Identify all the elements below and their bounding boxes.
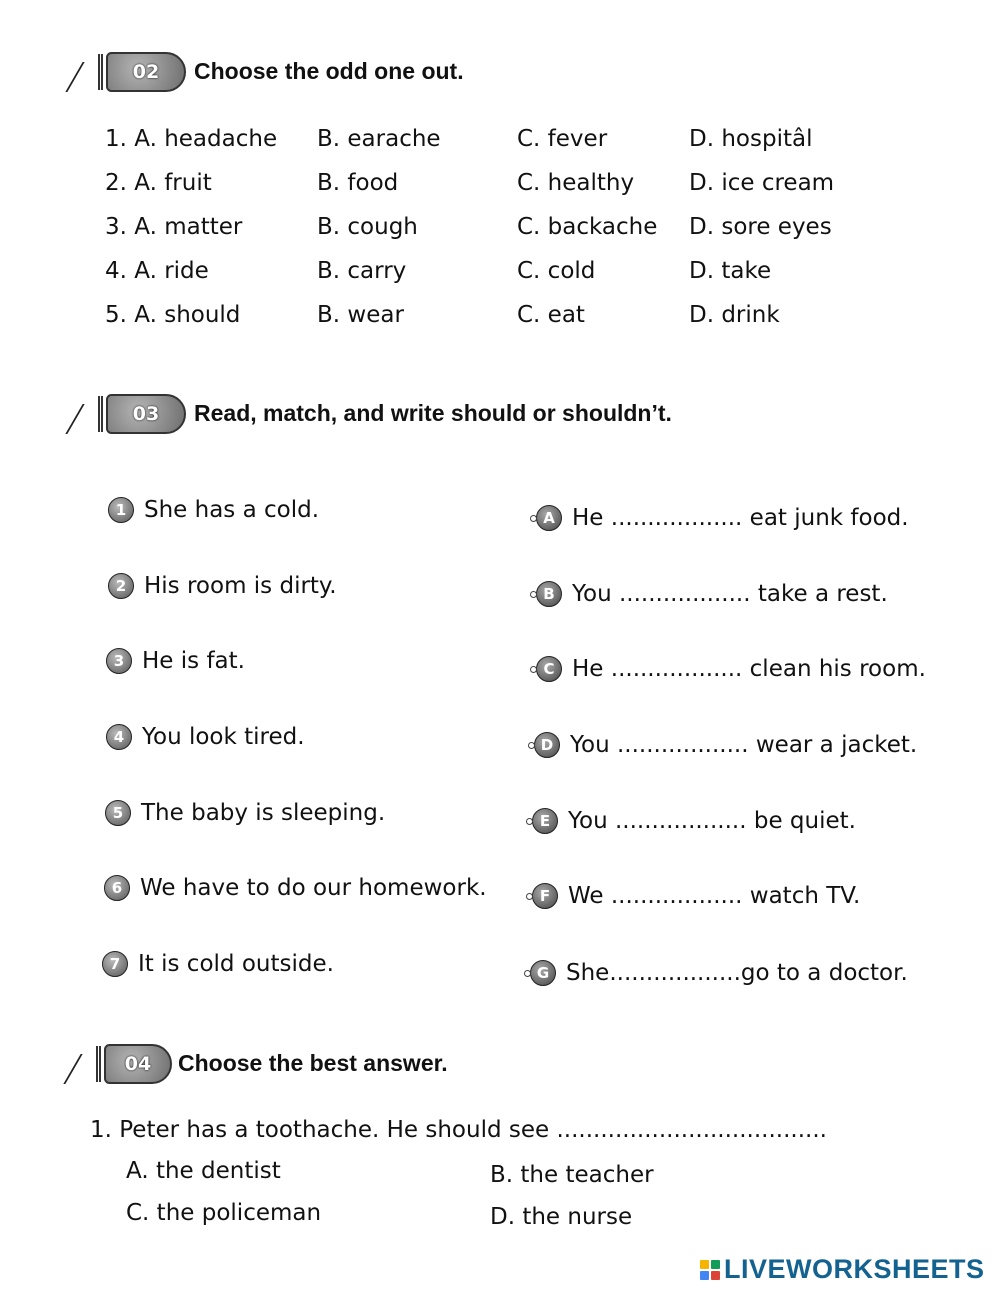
number-badge: 3 bbox=[106, 648, 132, 674]
odd-option: C. fever bbox=[517, 126, 608, 152]
odd-option: B. carry bbox=[317, 258, 407, 284]
section-4-badge bbox=[72, 1040, 168, 1086]
odd-option: 1. A. headache bbox=[105, 126, 278, 152]
odd-row-1 bbox=[100, 126, 860, 166]
number-badge: 4 bbox=[106, 724, 132, 750]
match-right-c bbox=[536, 656, 926, 682]
odd-row-5 bbox=[100, 302, 860, 342]
question-1: 1. Peter has a toothache. He should see ..................................... bbox=[90, 1117, 827, 1143]
match-right-a bbox=[536, 505, 909, 531]
odd-option: C. cold bbox=[517, 258, 596, 284]
match-right-d bbox=[534, 732, 917, 758]
odd-option: D. drink bbox=[689, 302, 780, 328]
section-4-title: Choose the best answer. bbox=[178, 1049, 448, 1076]
odd-option: D. hospitâl bbox=[689, 126, 813, 152]
section-3-header bbox=[74, 390, 672, 436]
answer-option-b: B. the teacher bbox=[490, 1162, 654, 1188]
section-3-number: 03 bbox=[106, 394, 186, 434]
sentence: The baby is sleeping. bbox=[141, 800, 386, 826]
odd-option: C. eat bbox=[517, 302, 585, 328]
odd-option: B. cough bbox=[317, 214, 418, 240]
number-badge: 6 bbox=[104, 875, 130, 901]
odd-row-2 bbox=[100, 170, 860, 210]
number-badge: 1 bbox=[108, 497, 134, 523]
fill-in-sentence: We .................. watch TV. bbox=[568, 883, 861, 909]
odd-option: D. ice cream bbox=[689, 170, 835, 196]
odd-row-3 bbox=[100, 214, 860, 254]
odd-option: C. healthy bbox=[517, 170, 635, 196]
odd-option: D. sore eyes bbox=[689, 214, 832, 240]
number-badge: 7 bbox=[102, 951, 128, 977]
fill-in-sentence: You .................. wear a jacket. bbox=[570, 732, 918, 758]
fill-in-sentence: He .................. clean his room. bbox=[572, 656, 926, 682]
match-left-2 bbox=[108, 573, 337, 599]
answer-option-d: D. the nurse bbox=[490, 1204, 633, 1230]
odd-row-4 bbox=[100, 258, 860, 298]
section-2-header bbox=[74, 48, 464, 94]
match-left-4 bbox=[106, 724, 305, 750]
fill-in-sentence: He .................. eat junk food. bbox=[572, 505, 909, 531]
number-badge: 2 bbox=[108, 573, 134, 599]
match-left-5 bbox=[105, 800, 385, 826]
sentence: He is fat. bbox=[142, 648, 245, 674]
letter-badge: B bbox=[536, 581, 562, 607]
section-4-number: 04 bbox=[104, 1044, 172, 1084]
match-left-3 bbox=[106, 648, 245, 674]
odd-option: 4. A. ride bbox=[105, 258, 209, 284]
letter-badge: A bbox=[536, 505, 562, 531]
match-left-1 bbox=[108, 497, 319, 523]
sentence: You look tired. bbox=[142, 724, 305, 750]
letter-badge: C bbox=[536, 656, 562, 682]
section-3-title: Read, match, and write should or shouldn’t. bbox=[194, 399, 672, 426]
answer-option-c: C. the policeman bbox=[126, 1200, 322, 1226]
section-2-title: Choose the odd one out. bbox=[194, 57, 464, 84]
odd-option: D. take bbox=[689, 258, 772, 284]
logo-mark-icon bbox=[700, 1260, 720, 1280]
odd-option: B. earache bbox=[317, 126, 441, 152]
section-4-header bbox=[72, 1040, 448, 1086]
liveworksheets-logo bbox=[700, 1254, 985, 1285]
letter-badge: D bbox=[534, 732, 560, 758]
letter-badge: E bbox=[532, 808, 558, 834]
match-right-b bbox=[536, 581, 888, 607]
match-right-e bbox=[532, 808, 856, 834]
logo-text: LIVEWORKSHEETS bbox=[724, 1254, 985, 1284]
odd-option: B. food bbox=[317, 170, 399, 196]
fill-in-sentence: You .................. take a rest. bbox=[572, 581, 888, 607]
letter-badge: G bbox=[530, 960, 556, 986]
odd-option: 2. A. fruit bbox=[105, 170, 212, 196]
sentence: His room is dirty. bbox=[144, 573, 337, 599]
match-left-6 bbox=[104, 875, 487, 901]
letter-badge: F bbox=[532, 883, 558, 909]
section-2-badge bbox=[74, 48, 184, 94]
match-right-g bbox=[530, 960, 908, 986]
match-right-f bbox=[532, 883, 860, 909]
match-left-7 bbox=[102, 951, 334, 977]
section-3-badge bbox=[74, 390, 184, 436]
sentence: We have to do our homework. bbox=[140, 875, 487, 901]
odd-option: B. wear bbox=[317, 302, 404, 328]
sentence: She has a cold. bbox=[144, 497, 320, 523]
odd-option: C. backache bbox=[517, 214, 658, 240]
odd-option: 3. A. matter bbox=[105, 214, 243, 240]
odd-option: 5. A. should bbox=[105, 302, 241, 328]
fill-in-sentence: You .................. be quiet. bbox=[568, 808, 856, 834]
answer-option-a: A. the dentist bbox=[126, 1158, 281, 1184]
fill-in-sentence: She..................go to a doctor. bbox=[566, 960, 908, 986]
section-2-number: 02 bbox=[106, 52, 186, 92]
sentence: It is cold outside. bbox=[138, 951, 334, 977]
number-badge: 5 bbox=[105, 800, 131, 826]
